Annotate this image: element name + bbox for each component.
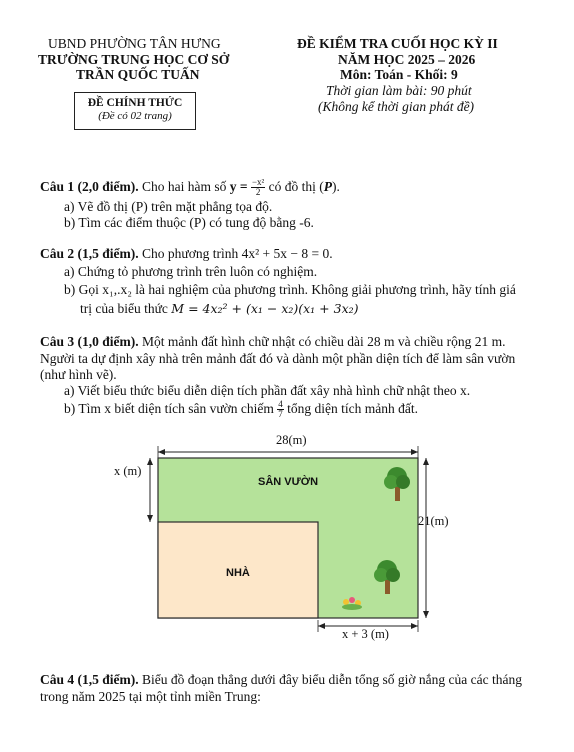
q2-head: Câu 2 (1,5 điểm). [40, 246, 139, 261]
time-note: (Không kể thời gian phát đề) [318, 99, 475, 114]
q1-fraction [251, 178, 265, 197]
official-label: ĐỀ CHÍNH THỨC [87, 97, 183, 109]
q2-b2 [80, 300, 359, 317]
q4-line2: trong năm 2025 tại một tỉnh miền Trung: [40, 689, 261, 704]
q3-line2: Người ta dự định xây nhà trên mảnh đất đó và dành một phần diện tích để làm sân vườn [40, 351, 516, 366]
q2-b1: b) Gọi x₁,.x₂ là hai nghiệm của phương trình. Không giải phương trình, hãy tính giá [64, 282, 516, 297]
q1-func-y: y = [229, 179, 248, 194]
q1-frac-den: 2 [255, 187, 261, 198]
q3-b [64, 400, 418, 419]
q3-frac-num: 4 [278, 399, 283, 410]
q3-frac-den: 7 [278, 409, 283, 420]
school-district: UBND PHƯỜNG TÂN HƯNG [48, 36, 221, 51]
pages-note: (Đề có 02 trang) [98, 110, 172, 122]
q3-line1 [40, 333, 506, 350]
top-dimension-label: 28(m) [276, 433, 307, 447]
q2-b2-math: M = 4x₂² + (x₁ − x₂)(x₁ + 3x₂) [171, 301, 359, 316]
exam-time: Thời gian làm bài: 90 phút [326, 83, 472, 98]
q1-tail-pre: có đồ thị ( [268, 179, 324, 194]
q1-tail-post: ). [331, 179, 340, 194]
land-figure [110, 432, 450, 642]
official-box [74, 92, 196, 130]
garden-label: SÂN VƯỜN [258, 476, 319, 488]
q3-b-pre: b) Tìm x biết diện tích sân vườn chiếm [64, 401, 274, 416]
q1-line [40, 178, 340, 197]
q1-a: a) Vẽ đồ thị (P) trên mặt phẳng tọa độ. [64, 199, 273, 214]
q3-text1: Một mảnh đất hình chữ nhật có chiều dài 28 m và chiều rộng 21 m. [142, 334, 506, 349]
q3-fraction [277, 400, 284, 419]
school-year: NĂM HỌC 2025 – 2026 [338, 52, 476, 67]
school-name: TRƯỜNG TRUNG HỌC CƠ SỞ [38, 52, 230, 67]
q3-a: a) Viết biểu thức biểu diễn diện tích phần đất xây nhà hình chữ nhật theo x. [64, 383, 471, 398]
q1-b: b) Tìm các điểm thuộc (P) có tung độ bằng -6. [64, 215, 314, 230]
q4-head: Câu 4 (1,5 điểm). [40, 672, 139, 687]
q2-intro: Cho phương trình 4x² + 5x − 8 = 0. [142, 246, 333, 261]
q3-line3: (như hình vẽ). [40, 367, 117, 382]
q1-head: Câu 1 (2,0 điểm). [40, 179, 139, 194]
school-name-2: TRẦN QUỐC TUẤN [76, 67, 200, 82]
land-diagram [110, 432, 450, 642]
q2-b2-text: trị của biểu thức [80, 301, 168, 316]
left-dimension-label: x (m) [114, 464, 142, 478]
right-dimension-label: 21(m) [418, 514, 449, 528]
q1-intro: Cho hai hàm số [142, 179, 227, 194]
q1-frac-num: −x² [251, 177, 265, 188]
q1-P: P [323, 179, 332, 194]
exam-title: ĐỀ KIỂM TRA CUỐI HỌC KỲ II [297, 36, 498, 51]
q2-a: a) Chứng tỏ phương trình trên luôn có nghiệm. [64, 264, 318, 279]
house-label: NHÀ [226, 567, 250, 579]
subject: Môn: Toán - Khối: 9 [340, 67, 458, 82]
q3-head: Câu 3 (1,0 điểm). [40, 334, 139, 349]
q3-b-post: tổng diện tích mảnh đất. [287, 401, 419, 416]
q2-line [40, 245, 333, 262]
q4-text1: Biểu đồ đoạn thẳng dưới đây biểu diễn tổng số giờ nắng của các tháng [142, 672, 523, 687]
q4-line1 [40, 671, 522, 688]
bottom-dimension-label: x + 3 (m) [342, 627, 389, 641]
